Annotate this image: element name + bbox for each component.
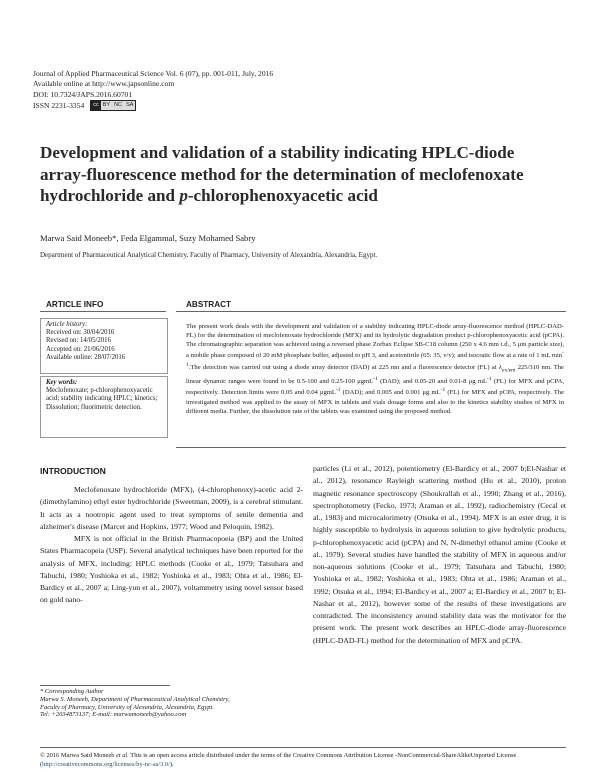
divider bbox=[176, 311, 566, 312]
journal-header bbox=[33, 69, 273, 111]
keywords-label: Key words: bbox=[46, 379, 78, 386]
affiliation: Department of Pharmaceutical Analytical Chemistry, Faculty of Pharmacy, University of Alexandria, Alexandria, Egypt. bbox=[40, 251, 378, 259]
copyright-notice: © 2016 Marwa Said Moneeb et al. This is an open access article distributed under the terms of the Creative Commons Attribution License -NonCommercial-ShareAlikeUnported License (http://creativecommons.org/licenses/by-nc-sa/3.0/). bbox=[40, 752, 517, 768]
article-title: Development and validation of a stability indicating HPLC-diode array-fluorescence method for the determination of meclofenoxate hydrochloride and p-chlorophenoxyacetic acid bbox=[40, 143, 524, 205]
license-link[interactable]: http://creativecommons.org/licenses/by-nc-sa/3.0/ bbox=[42, 760, 170, 768]
footnote-label: * Corresponding Author bbox=[40, 688, 104, 695]
doi-line[interactable]: DOI: 10.7324/JAPS.2016.60701 bbox=[33, 89, 133, 99]
keywords-block bbox=[46, 379, 164, 412]
journal-line: Journal of Applied Pharmaceutical Science Vol. 6 (07), pp. 001-011, July, 2016 bbox=[33, 69, 274, 78]
divider bbox=[40, 311, 166, 312]
revised-date: Revised on: 14/05/2016 bbox=[46, 337, 111, 345]
introduction-heading: INTRODUCTION bbox=[40, 466, 106, 476]
intro-paragraph: MFX is not official in the British Pharmacopoeia (BP) and the United States Pharmacopeia (USP). Several analytical techniques have been reported for the analysis of MFX, including: HPLC methods (Cooke et al., 1979; Tatsuhara and Tabuchi, 1980; Yoshioka et al., 1982; Yoshioka et al., 1983; Ohta et al., 1986; El-Bardicy et al., 2007 a; Ling-yun et al., 2007), voltammetry using novel sensor based on gold nano- bbox=[40, 534, 303, 605]
divider bbox=[40, 747, 566, 748]
abstract-text: The present work deals with the development and validation of a stability indicating HPLC-diode array-fluorescence method (HPLC-DAD-FL) for the determination of meclofenoxate hydrochloride (MFX) and its hydrolytic degradation product p-chlorophenoxyacetic acid (pCPA). The chromatographic separation was achieved using a reversed phase Zorbax Eclipse SB-C18 column (250 x 4.6 mm i.d., 5 μm particle size), a mobile phase composed of 20 mM phosphate buffer, adjusted to pH 3, and acetonitrile (65: 35, v/v); and isocratic flow at a rate of 1 mL $\min^{-1}.The$ detection was carried out using a diode array detector (DAD) at 225 nm and a fluorescence detector (FL) at $\lambda_{ex/em}$ 225/310 nm. The linear dynamic ranges were found to be 0.5-100 and 0.25-100 μgmL$^{-1}$ (DAD); and 0.05-20 and 0.01-8 μg $mL^{-1}$ (FL) for MFX and pCPA, respectively. Detection limits were 0.05 and 0.04 μgmL$^{-1}$ (DAD); and 0.005 and 0.001 μg $mL^{-1}$ (FL) for MFX and pCPA, respectively. The investigated method was applied to the assay of MFX in tablets and vials dosage forms and also to the kinetics stability studies of MFX in different media. Further, the dissolution rate of the tablets was examined using the proposed method. bbox=[186, 323, 564, 415]
corresponding-author-footnote bbox=[40, 688, 300, 719]
abstract-heading: ABSTRACT bbox=[186, 300, 232, 309]
intro-column-left bbox=[40, 484, 303, 607]
received-date: Received on: 30/04/2016 bbox=[46, 329, 115, 337]
accepted-date: Accepted on: 21/06/2016 bbox=[46, 345, 115, 353]
intro-paragraph: particles (Li et al., 2012), potentiometry (El-Bardicy et al., 2007 b;El-Nashar et al., 2012), resonance Rayleigh scattering method (Hu et al., 2010), proton magnetic resonance spectroscopy (Shoukrallah et al., 1990; Zhang et al., 2016), spectrophotometry (Fecko, 1973; Araman et al., 1992), radiochemistry (Cecal et al., 1983) and microcalorimetry (Otsuka et al., 1994). MFX is an ester drug, it is highly susceptible to hydrolysis in aqueous solution to give hydrolytic products, p-chlorophenoxyacetic acid (pCPA) and N, N-dimethyl ethanol amine (Cooke et al., 1979). Several studies have handled the stability of MFX in aqueous and/or non-aqueous solutions (Cooke et al., 1979; Tatsuhara and Tabuchi, 1980; Yoshioka et al., 1982; Yoshioka et al., 1983; Ohta et al., 1986; Araman et al., 1992; Otsuka et al., 1994; El-Bardicy et al., 2007 a; El-Bardicy et al., 2007 b; El-Nashar et al., 2012), however some of the results of these investigations are contradicted. The inconsistency around stability data was the motivator for the present work. The present work describes an HPLC-diode array-fluorescence (HPLC-DAD-FL) method for the determination of MFX and pCPA. bbox=[313, 464, 566, 645]
footnote-line: Faculty of Pharmacy, University of Alexandria, Alexandria, Egypt. bbox=[40, 703, 214, 711]
article-info-heading: ARTICLE INFO bbox=[46, 300, 104, 309]
divider bbox=[176, 447, 566, 448]
author-list: Marwa Said Moneeb*, Feda Elgammal, Suzy Mohamed Sabry bbox=[40, 233, 256, 243]
keywords-text: Meclofenoxate; p-chlorophenoxyacetic acid; stability indicating HPLC; kinetics; Dissolution; fluorimetric detection. bbox=[46, 387, 158, 411]
issn-row bbox=[33, 100, 273, 111]
footnote-email[interactable]: Tel: +2034873137; E-mail: marwamoneeb@yahoo.com bbox=[40, 711, 187, 719]
intro-column-right bbox=[313, 463, 566, 647]
available-online-line[interactable]: Available online at http://www.japsonline.com bbox=[33, 79, 175, 89]
article-history bbox=[46, 321, 164, 362]
footnote-line: Marwa S. Moneeb, Department of Pharmaceutical Analytical Chemistry, bbox=[40, 695, 230, 703]
creative-commons-icon: cc BY NC SA bbox=[90, 100, 136, 111]
online-date: Available online: 28/07/2016 bbox=[46, 353, 126, 361]
intro-paragraph: Meclofenoxate hydrochloride (MFX), (4-chlorophenoxy)-acetic acid 2-(dimethylamino) ethyl ester hydrochloride (Sweetman, 2009), is a cerebral stimulant. It acts as a nootropic agent used to treat symptoms of senile dementia and alzheimer's disease (Marcer and Hopkins, 1977; Wood and Peloquin, 1982). bbox=[40, 485, 303, 531]
issn-line: ISSN 2231-3354 bbox=[33, 100, 85, 110]
divider bbox=[40, 685, 170, 686]
history-label: Article history: bbox=[46, 321, 88, 328]
